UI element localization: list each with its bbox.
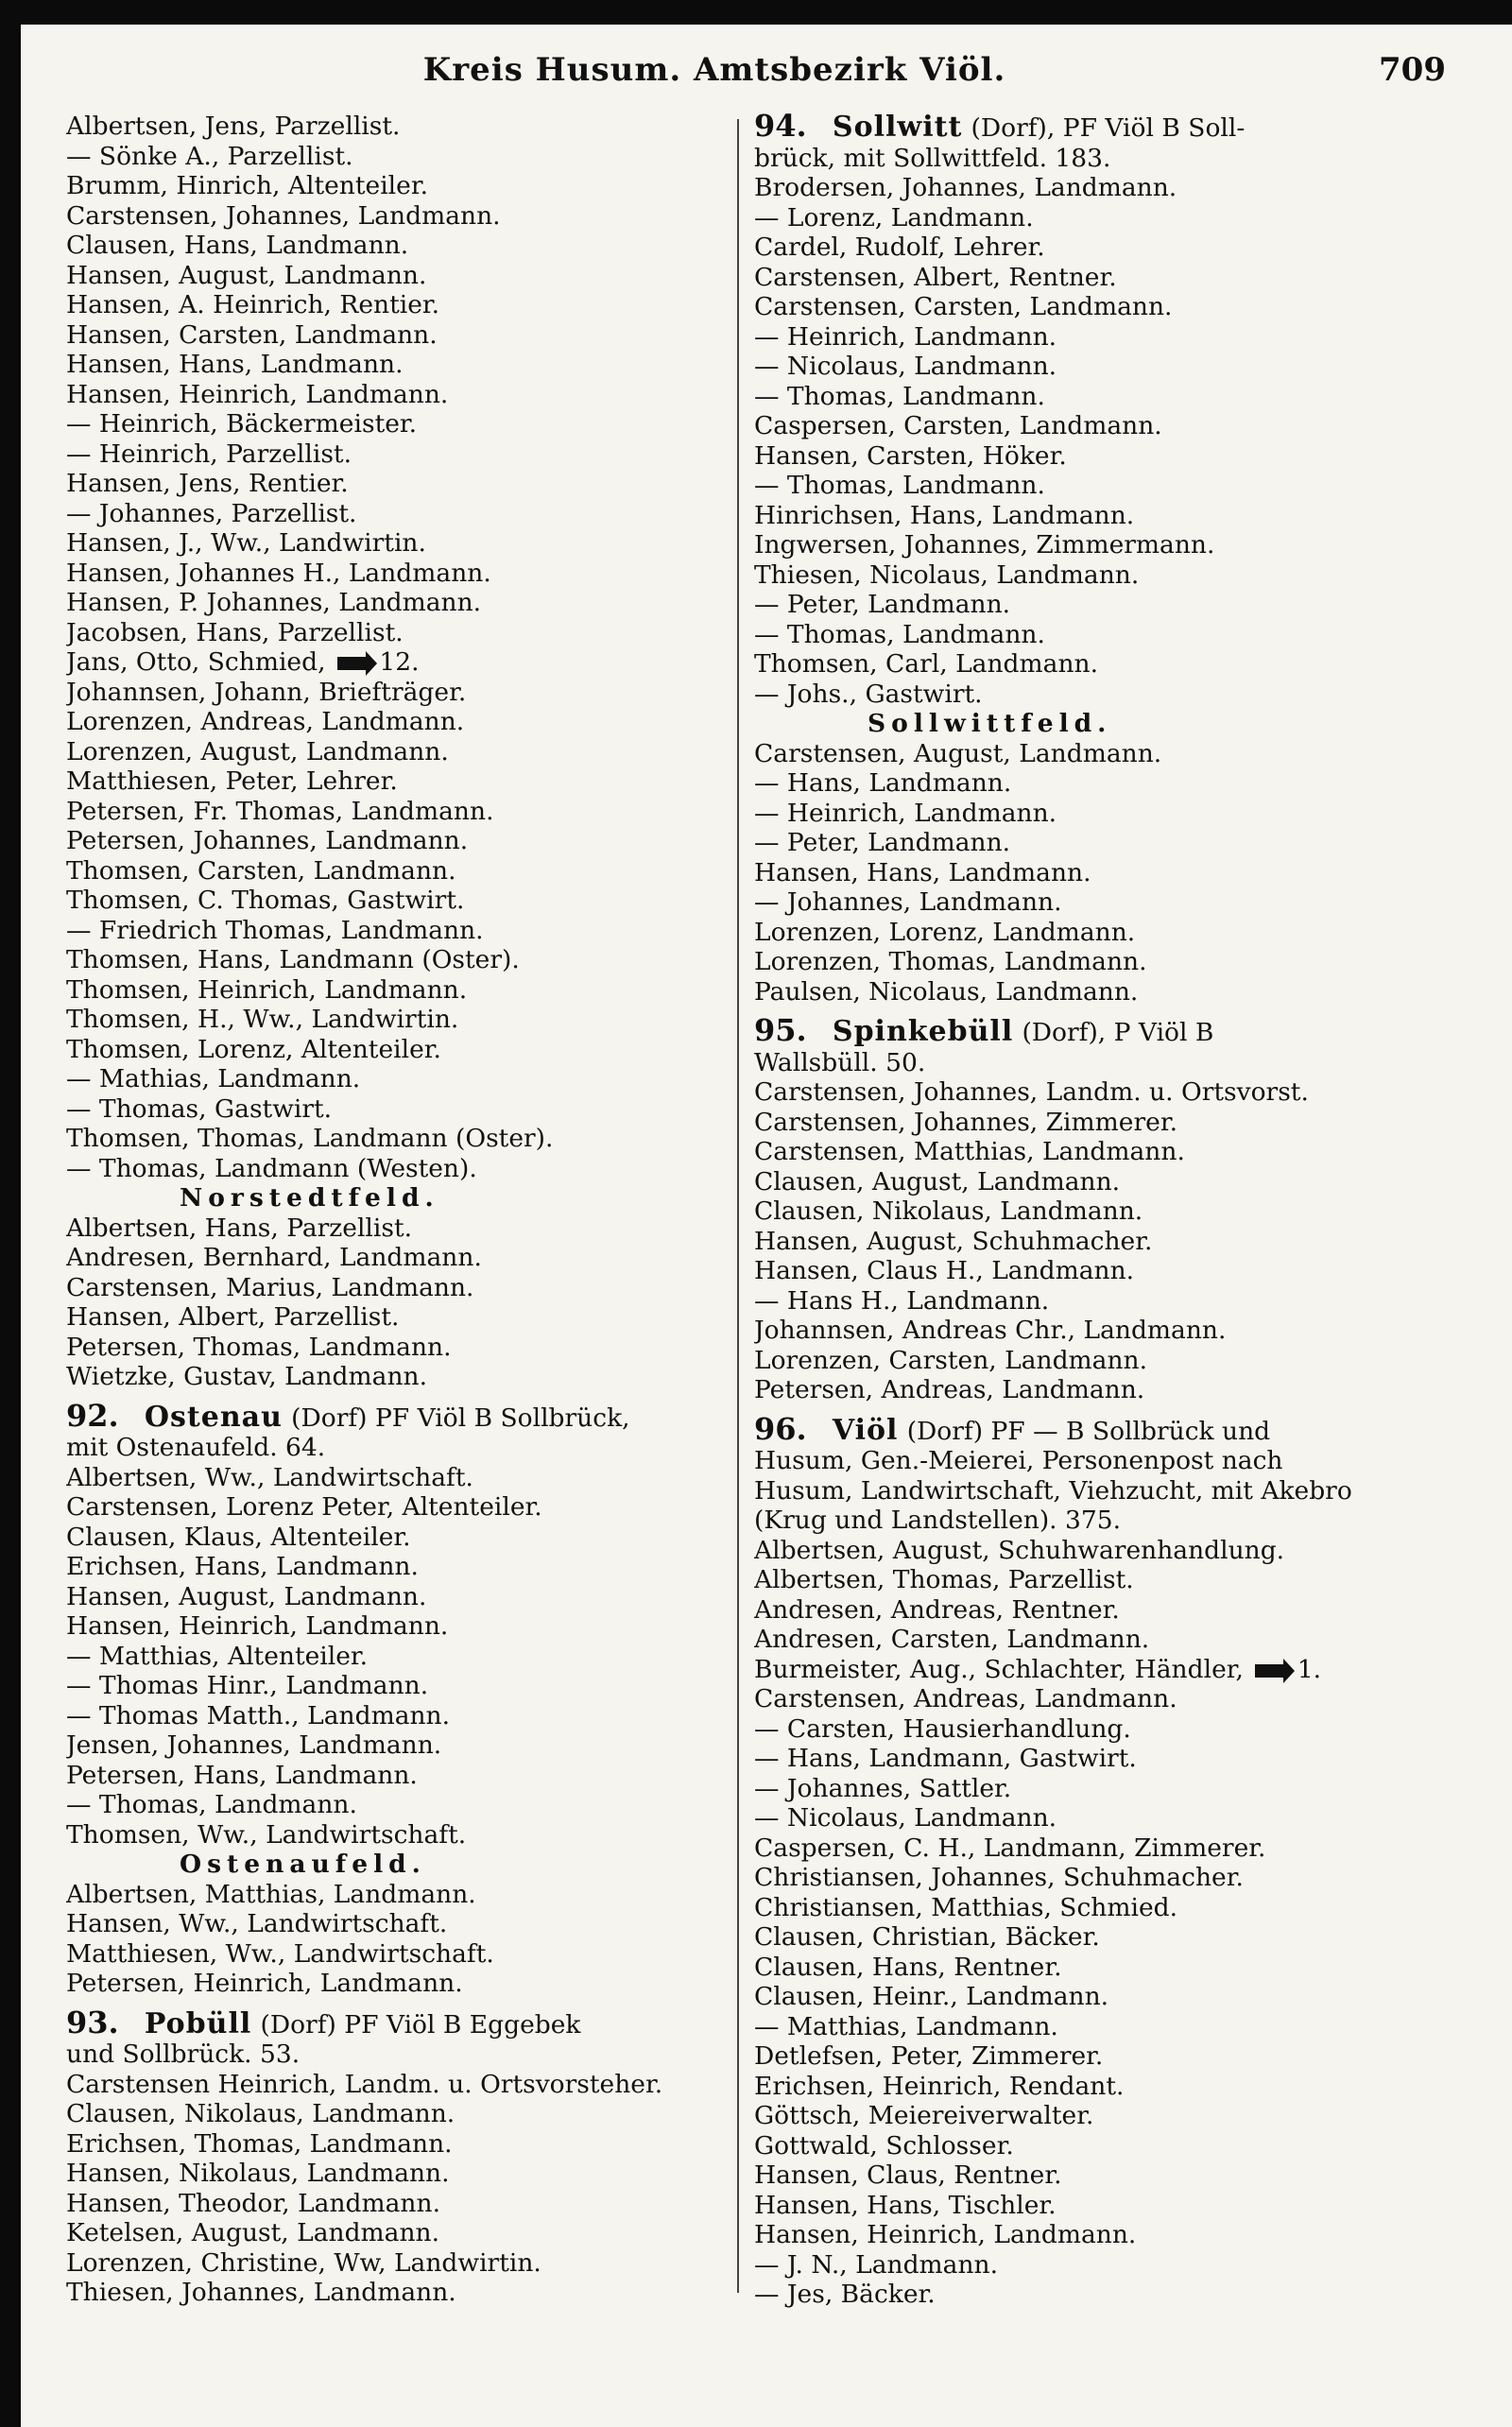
list-item: Ingwersen, Johannes, Zimmermann. — [754, 530, 1215, 559]
list-item: Hansen, A. Heinrich, Rentier. — [66, 290, 440, 319]
list-item: — Heinrich, Parzellist. — [66, 439, 352, 469]
list-item: Detlefsen, Peter, Zimmerer. — [754, 2041, 1104, 2071]
place-info-cont: mit Ostenaufeld. 64. — [66, 1433, 326, 1462]
list-item: — Jes, Bäcker. — [754, 2280, 936, 2309]
place-name: Viöl — [832, 1414, 899, 1446]
list-item: Hansen, Claus, Rentner. — [754, 2160, 1062, 2190]
list-item: — Sönke A., Parzellist. — [66, 141, 353, 171]
list-item: Carstensen, Marius, Landmann. — [66, 1272, 474, 1302]
list-item: — Peter, Landmann. — [754, 590, 1011, 619]
entry-list — [754, 173, 1453, 709]
list-item: — Thomas, Landmann (Westen). — [66, 1153, 477, 1183]
list-item: Albertsen, Hans, Parzellist. — [66, 1213, 413, 1243]
list-item — [754, 1655, 1453, 1685]
telephone-icon — [337, 657, 368, 670]
list-item: Hansen, Heinrich, Landmann. — [754, 2220, 1137, 2249]
list-item: Lorenzen, Lorenz, Landmann. — [754, 917, 1136, 947]
list-item: — Hans, Landmann. — [754, 768, 1012, 798]
list-item: — Heinrich, Landmann. — [754, 798, 1057, 828]
place-info: (Dorf) PF — B Sollbrück und — [906, 1416, 1271, 1446]
list-item: Gottwald, Schlosser. — [754, 2130, 1014, 2160]
list-item: Thomsen, Lorenz, Altenteiler. — [66, 1034, 441, 1064]
list-item: — Heinrich, Landmann. — [754, 321, 1057, 352]
list-item: Thomsen, H., Ww., Landwirtin. — [66, 1005, 459, 1034]
list-item: Hansen, August, Schuhmacher. — [754, 1226, 1153, 1256]
list-item: Lorenzen, Christine, Ww, Landwirtin. — [66, 2247, 541, 2278]
list-item: Carstensen, Johannes, Landm. u. Ortsvorst. — [754, 1077, 1309, 1107]
list-item: Lorenzen, Andreas, Landmann. — [66, 707, 465, 736]
left-column — [66, 112, 728, 2308]
list-item: Albertsen, Ww., Landwirtschaft. — [66, 1462, 473, 1492]
list-item: Carstensen, Johannes, Zimmerer. — [754, 1107, 1178, 1137]
list-item: Clausen, Hans, Rentner. — [754, 1952, 1062, 1982]
list-item: Hansen, Albert, Parzellist. — [66, 1302, 400, 1332]
entry-text: 1. — [1297, 1654, 1322, 1684]
list-item: — Thomas Matth., Landmann. — [66, 1700, 451, 1730]
list-item: Clausen, Christian, Bäcker. — [754, 1922, 1100, 1952]
list-item: Hansen, Heinrich, Landmann. — [66, 379, 449, 409]
entry-list — [66, 678, 728, 1184]
page-title: Kreis Husum. Amtsbezirk Viöl. — [422, 51, 1006, 89]
list-item: Petersen, Heinrich, Landmann. — [66, 1969, 463, 1998]
list-item: Paulsen, Nicolaus, Landmann. — [754, 976, 1139, 1007]
list-item: Lorenzen, Carsten, Landmann. — [754, 1345, 1148, 1375]
list-item: Thomsen, Carl, Landmann. — [754, 649, 1098, 679]
place-number: 96. — [754, 1414, 807, 1446]
list-item: Hansen, J., Ww., Landwirtin. — [66, 528, 426, 558]
list-item: Carstensen, Matthias, Landmann. — [754, 1137, 1185, 1166]
list-item: Hansen, Jens, Rentier. — [66, 469, 349, 498]
place-name: Ostenau — [144, 1401, 283, 1433]
place-name: Sollwitt — [832, 112, 963, 144]
list-item: Carstensen Heinrich, Landm. u. Ortsvorsteher. — [66, 2069, 663, 2099]
list-item: Hinrichsen, Hans, Landmann. — [754, 500, 1135, 530]
list-item: Petersen, Fr. Thomas, Landmann. — [66, 796, 494, 826]
list-item: Thomsen, Carsten, Landmann. — [66, 855, 456, 886]
list-item: — Nicolaus, Landmann. — [754, 1803, 1057, 1833]
list-item: — Thomas, Landmann. — [754, 381, 1045, 411]
list-item: — Matthias, Landmann. — [754, 2011, 1058, 2041]
list-item: Erichsen, Thomas, Landmann. — [66, 2128, 453, 2159]
list-item: Caspersen, Carsten, Landmann. — [754, 411, 1162, 440]
list-item: Clausen, Heinr., Landmann. — [754, 1982, 1109, 2011]
place-name: Spinkebüll — [832, 1016, 1014, 1048]
place-heading — [754, 1415, 1453, 1447]
place-heading — [66, 1402, 728, 1434]
list-item: Hansen, P. Johannes, Landmann. — [66, 588, 482, 617]
entry-list — [754, 739, 1453, 1007]
list-item: Matthiesen, Ww., Landwirtschaft. — [66, 1938, 494, 1969]
list-item: Hansen, Ww., Landwirtschaft. — [66, 1909, 448, 1938]
place-info: (Dorf), P Viöl B — [1022, 1018, 1214, 1047]
entry-list — [66, 1463, 728, 1850]
list-item: Johannsen, Johann, Briefträger. — [66, 677, 467, 707]
list-item: Jensen, Johannes, Landmann. — [66, 1730, 442, 1760]
list-item: Albertsen, Thomas, Parzellist. — [754, 1565, 1134, 1594]
list-item: Brodersen, Johannes, Landmann. — [754, 173, 1177, 202]
list-item: — Thomas, Landmann. — [754, 471, 1045, 500]
list-item: Hansen, Nikolaus, Landmann. — [66, 2159, 450, 2188]
right-column — [754, 112, 1453, 2310]
list-item: Hansen, Carsten, Höker. — [754, 440, 1067, 471]
list-item: Clausen, Nikolaus, Landmann. — [754, 1196, 1143, 1226]
list-item: Cardel, Rudolf, Lehrer. — [754, 232, 1045, 262]
list-item: — Thomas, Landmann. — [66, 1790, 357, 1819]
list-item: (Krug und Landstellen). 375. — [754, 1506, 1122, 1535]
list-item: Erichsen, Hans, Landmann. — [66, 1552, 419, 1581]
list-item: Carstensen, Johannes, Landmann. — [66, 200, 501, 231]
list-item: Carstensen, Lorenz Peter, Altenteiler. — [66, 1492, 542, 1522]
entry-list — [66, 2070, 728, 2308]
subsection-title: Norstedtfeld. — [180, 1183, 439, 1213]
list-item: Thomsen, Thomas, Landmann (Oster). — [66, 1124, 554, 1153]
list-item: Petersen, Andreas, Landmann. — [754, 1375, 1145, 1404]
list-item: Carstensen, Albert, Rentner. — [754, 262, 1117, 292]
list-item: Wietzke, Gustav, Landmann. — [66, 1362, 427, 1391]
list-item: Thomsen, Heinrich, Landmann. — [66, 974, 468, 1005]
place-info-cont: brück, mit Sollwittfeld. 183. — [754, 143, 1111, 173]
subsection-title: Sollwittfeld. — [868, 709, 1112, 738]
list-item: Hansen, Hans, Tischler. — [754, 2190, 1057, 2220]
entry-list — [754, 1536, 1453, 1655]
page-header — [21, 42, 1512, 98]
list-item: Thomsen, C. Thomas, Gastwirt. — [66, 886, 465, 915]
place-heading — [66, 2008, 728, 2040]
list-item: Albertsen, August, Schuhwarenhandlung. — [754, 1535, 1285, 1565]
list-item: Carstensen, August, Landmann. — [754, 738, 1162, 768]
telephone-icon — [1255, 1664, 1285, 1678]
list-item: Lorenzen, Thomas, Landmann. — [754, 947, 1147, 976]
list-item: Johannsen, Andreas Chr., Landmann. — [754, 1316, 1227, 1345]
entry-list — [66, 1214, 728, 1392]
place-info: (Dorf), PF Viöl B Soll- — [971, 113, 1246, 143]
list-item: Hansen, August, Landmann. — [66, 1581, 427, 1611]
place-heading — [754, 112, 1453, 144]
list-item: Hansen, Hans, Landmann. — [754, 857, 1091, 887]
list-item: Jacobsen, Hans, Parzellist. — [66, 617, 404, 647]
list-item: Hansen, Johannes H., Landmann. — [66, 558, 491, 588]
list-item: Christiansen, Johannes, Schuhmacher. — [754, 1863, 1244, 1892]
list-item: — Nicolaus, Landmann. — [754, 352, 1057, 381]
list-item: — Mathias, Landmann. — [66, 1064, 361, 1093]
list-item: Andresen, Bernhard, Landmann. — [66, 1243, 482, 1272]
list-item: — Hans, Landmann, Gastwirt. — [754, 1744, 1137, 1773]
list-item: — Peter, Landmann. — [754, 828, 1011, 857]
list-item: Hansen, Carsten, Landmann. — [66, 319, 438, 350]
place-info: (Dorf) PF Viöl B Eggebek — [260, 2009, 581, 2040]
list-item: — Lorenz, Landmann. — [754, 202, 1034, 232]
entry-list — [754, 1446, 1453, 1536]
entry-list — [66, 1880, 728, 1999]
entry-list — [754, 1684, 1453, 2310]
list-item: — Johs., Gastwirt. — [754, 679, 983, 709]
list-item: — Heinrich, Bäckermeister. — [66, 409, 418, 439]
list-item: Thiesen, Nicolaus, Landmann. — [754, 559, 1140, 590]
list-item: Husum, Gen.-Meierei, Personenpost nach — [754, 1446, 1283, 1475]
list-item: Lorenzen, August, Landmann. — [66, 736, 449, 766]
place-info: (Dorf) PF Viöl B Sollbrück, — [291, 1403, 630, 1433]
list-item: Andresen, Andreas, Rentner. — [754, 1594, 1120, 1625]
place-info-cont: und Sollbrück. 53. — [66, 2040, 301, 2069]
list-item: Hansen, Claus H., Landmann. — [754, 1256, 1135, 1285]
list-item: Husum, Landwirtschaft, Viehzucht, mit Akebro — [754, 1475, 1352, 1506]
list-item: Carstensen, Andreas, Landmann. — [754, 1684, 1177, 1713]
list-item: — Hans H., Landmann. — [754, 1285, 1050, 1316]
list-item: Clausen, Klaus, Altenteiler. — [66, 1522, 411, 1552]
list-item: Petersen, Hans, Landmann. — [66, 1760, 418, 1790]
list-item: Hansen, Theodor, Landmann. — [66, 2188, 440, 2218]
entry-text: Burmeister, Aug., Schlachter, Händler, — [754, 1654, 1244, 1684]
list-item: — Johannes, Sattler. — [754, 1773, 1012, 1803]
list-item: Erichsen, Heinrich, Rendant. — [754, 2071, 1125, 2101]
list-item: Albertsen, Jens, Parzellist. — [66, 112, 401, 141]
list-item: — Friedrich Thomas, Landmann. — [66, 915, 484, 945]
list-item: — Matthias, Altenteiler. — [66, 1641, 369, 1671]
list-item: Thomsen, Ww., Landwirtschaft. — [66, 1819, 467, 1850]
list-item: Thomsen, Hans, Landmann (Oster). — [66, 945, 520, 974]
place-info-cont: Wallsbüll. 50. — [754, 1047, 926, 1077]
list-item: Clausen, August, Landmann. — [754, 1166, 1121, 1196]
list-item: — Johannes, Landmann. — [754, 887, 1062, 917]
list-item: — J. N., Landmann. — [754, 2249, 999, 2280]
list-item: Thiesen, Johannes, Landmann. — [66, 2278, 456, 2307]
place-number: 95. — [754, 1016, 807, 1048]
list-item — [66, 647, 728, 678]
list-item: Ketelsen, August, Landmann. — [66, 2218, 440, 2247]
entry-list — [754, 1077, 1453, 1405]
list-item: — Carsten, Hausierhandlung. — [754, 1713, 1131, 1744]
list-item: Göttsch, Meiereiverwalter. — [754, 2101, 1094, 2130]
list-item: Albertsen, Matthias, Landmann. — [66, 1879, 476, 1909]
place-name: Pobüll — [144, 2007, 252, 2040]
list-item: Hansen, Hans, Landmann. — [66, 350, 404, 379]
list-item: Christiansen, Matthias, Schmied. — [754, 1892, 1178, 1922]
entry-text: 12. — [379, 647, 420, 677]
list-item: — Thomas, Landmann. — [754, 619, 1045, 649]
subsection-title: Ostenaufeld. — [180, 1850, 426, 1879]
list-item: — Thomas Hinr., Landmann. — [66, 1671, 429, 1700]
entry-list — [66, 112, 728, 647]
place-number: 93. — [66, 2007, 119, 2040]
place-number: 92. — [66, 1401, 119, 1433]
list-item: Matthiesen, Peter, Lehrer. — [66, 766, 398, 796]
list-item: Brumm, Hinrich, Altenteiler. — [66, 171, 429, 200]
list-item: — Johannes, Parzellist. — [66, 498, 357, 528]
list-item: Petersen, Thomas, Landmann. — [66, 1332, 452, 1362]
place-number: 94. — [754, 112, 807, 144]
list-item: Hansen, August, Landmann. — [66, 260, 427, 290]
list-item: Carstensen, Carsten, Landmann. — [754, 292, 1173, 321]
page-number: 709 — [1379, 51, 1446, 89]
list-item: Caspersen, C. H., Landmann, Zimmerer. — [754, 1833, 1266, 1863]
list-item: Andresen, Carsten, Landmann. — [754, 1625, 1150, 1654]
column-divider — [737, 119, 739, 2293]
list-item: Hansen, Heinrich, Landmann. — [66, 1611, 449, 1641]
place-heading — [754, 1016, 1453, 1048]
list-item: — Thomas, Gastwirt. — [66, 1093, 333, 1124]
list-item: Clausen, Nikolaus, Landmann. — [66, 2099, 455, 2128]
entry-text: Jans, Otto, Schmied, — [66, 647, 326, 677]
list-item: Clausen, Hans, Landmann. — [66, 231, 409, 260]
list-item: Petersen, Johannes, Landmann. — [66, 826, 469, 855]
